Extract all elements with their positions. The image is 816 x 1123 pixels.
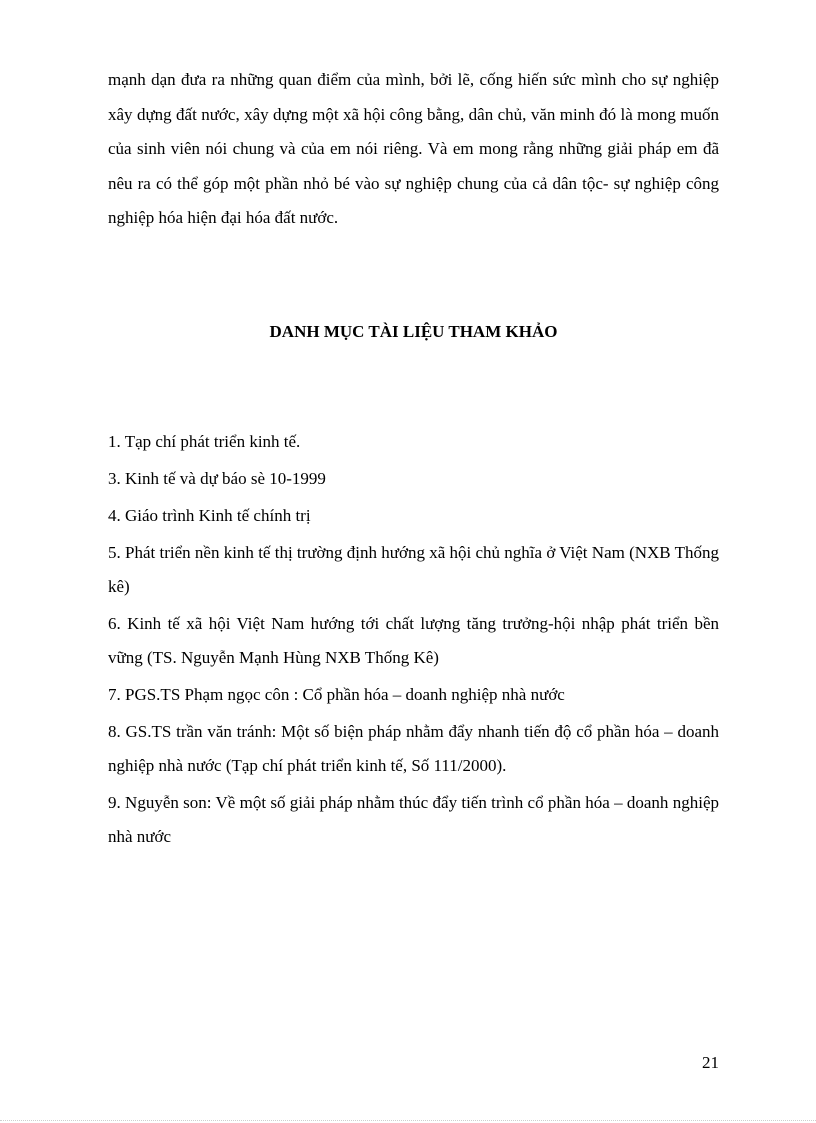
page-bottom-divider <box>0 1120 816 1121</box>
intro-paragraph: mạnh dạn đưa ra những quan điểm của mình, bởi lẽ, cống hiến sức mình cho sự nghiệp xây dựng đất nước, xây dựng một xã hội công bằng, dân chủ, văn minh đó là mong muốn của sinh viên nói chung và của em nói riêng. Và em mong rằng những giải pháp em đã nêu ra có thể góp một phần nhỏ bé vào sự nghiệp chung của cả dân tộc- sự nghiệp công nghiệp hóa hiện đại hóa đất nước. <box>108 70 719 227</box>
reference-item: 9. Nguyễn son: Về một số giải pháp nhằm thúc đẩy tiến trình cổ phần hóa – doanh nghiệp nhà nước <box>108 793 719 846</box>
reference-item: 8. GS.TS trần văn tránh: Một số biện pháp nhằm đẩy nhanh tiến độ cổ phần hóa – doanh nghiệp nhà nước (Tạp chí phát triển kinh tế, Số 111/2000). <box>108 722 719 775</box>
reference-item: 3. Kinh tế và dự báo sè 10-1999 <box>108 469 326 488</box>
reference-item: 5. Phát triển nền kinh tế thị trường định hướng xã hội chủ nghĩa ở Việt Nam (NXB Thống kê) <box>108 543 719 596</box>
page-number: 21 <box>702 1053 719 1072</box>
intro-paragraph-block <box>108 63 719 236</box>
reference-item: 7. PGS.TS Phạm ngọc côn : Cổ phần hóa – doanh nghiệp nhà nước <box>108 685 565 704</box>
reference-item: 1. Tạp chí phát triển kinh tế. <box>108 432 301 451</box>
reference-item: 4. Giáo trình Kinh tế chính trị <box>108 506 311 525</box>
reference-item: 6. Kinh tế xã hội Việt Nam hướng tới chất lượng tăng trưởng-hội nhập phát triển bền vững (TS. Nguyễn Mạnh Hùng NXB Thống Kê) <box>108 614 719 667</box>
references-title: DANH MỤC TÀI LIỆU THAM KHẢO <box>269 322 558 341</box>
references-list <box>108 425 719 857</box>
